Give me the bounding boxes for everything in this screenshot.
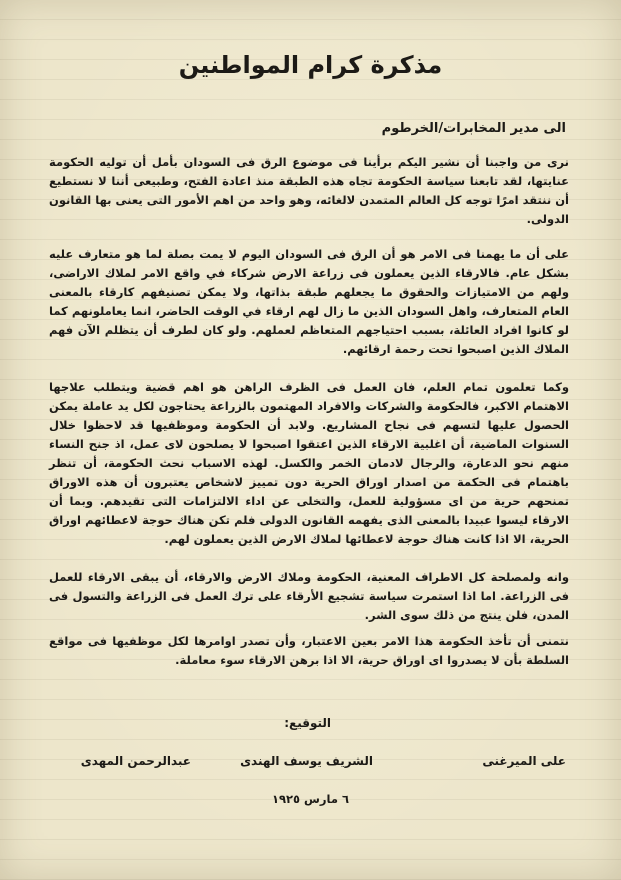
signatory-name: على الميرغنى bbox=[482, 754, 566, 768]
memo-date: ٦ مارس ١٩٢٥ bbox=[271, 792, 350, 806]
signatory-name: عبدالرحمن المهدى bbox=[80, 754, 191, 768]
memo-paragraph: نرى من واجبنا أن نشير اليكم برأينا فى موضوع الرق فى السودان بأمل أن توليه الحكومة عنايتها، لقد تابعنا سياسة الحكومة تجاه هذه الطبقة منذ اعادة الفتح، وطبيعى أننا لا نستطيع أن ننتقد امرًا توجه كل العالم المتمدن لالغائه، وهو واحد من اهم الأمور التى يعنى بها القانون الدولى. bbox=[49, 155, 569, 226]
memo-paragraph: وكما تعلمون تمام العلم، فان العمل فى الظرف الراهن هو اهم قضية ويتطلب علاجها الاهتمام الاكبر، فالحكومة والشركات والافراد المهتمون بالزراعة يحتاجون لكل يد عاملة يمكن الحصول عليها لتسهم فى نجاح المشاريع. ولابد أن الحكومة وموظفيها قد لاحظوا خلال السنوات الماضية، أن اغلبية الارقاء الذين اعتقوا اصبحوا لا يصلحون لاى عمل، اذ جنح النساء منهم نحو الدعارة، والرجال لادمان الخمر والكسل. لهذه الاسباب نحث الحكومة، أن تنظر باهتمام فى الحكمة من اصدار اوراق الحرية دون تمييز لاشخاص يعتبرون أن هذه الاوراق تمنحهم حرية من اى مسؤولية للعمل، والتخلى عن اداء الالتزامات التى تقيدهم. وبما أن الارقاء ليسوا عبيدا بالمعنى الذى يفهمه القانون الدولى فلم تكن هناك حوجة لاعطائهم اوراق الحرية، الا اذا كانت هناك حوجة لاعطائها لملاك الارض الذين يعملون لهم. bbox=[49, 380, 569, 546]
memo-paragraph: نتمنى أن تأخذ الحكومة هذا الامر بعين الاعتبار، وأن تصدر اوامرها لكل موظفيها فى مواقع السلطة بأن لا يصدروا اى اوراق حرية، الا اذا برهن الارقاء سوء معاملة. bbox=[49, 634, 569, 667]
memo-paragraph: وانه ولمصلحة كل الاطراف المعنية، الحكومة وملاك الارض والارقاء، أن يبقى الارقاء للعمل فى الزراعة. اما اذا استمرت سياسة تشجيع الأرقاء على ترك العمل فى الزراعة والتسول فى المدن، فلن ينتج من ذلك سوى الشر. bbox=[49, 570, 569, 622]
memo-title: مذكرة كرام المواطنين bbox=[178, 51, 443, 79]
signature-label: التوقيع: bbox=[284, 716, 331, 730]
memo-paragraph: على أن ما يهمنا فى الامر هو أن الرق فى السودان اليوم لا يمت بصلة لما هو متعارف عليه بشكل عام. فالارقاء الذين يعملون فى زراعة الارض شركاء في واقع الامر لملاك الاراضى، ولهم من الامتيازات والحقوق ما يجعلهم طبقة بذاتها، ولا يمكن تصنيفهم كارقاء بالمعنى العام المتعارف، واهل السودان الذين ما زال لهم ارقاء في الوقت الحاضر، انما يعاملونهم كما لو كانوا افراد العائلة، بسبب احتياجهم المتعاظم لعملهم. ولو كان لطرف أن يتظلم الآن فهم الملاك الذين اصبحوا تحت رحمة ارقائهم. bbox=[49, 247, 569, 356]
signatory-name: الشريف يوسف الهندى bbox=[240, 754, 373, 768]
memo-addressee: الى مدير المخابرات/الخرطوم bbox=[381, 121, 566, 136]
